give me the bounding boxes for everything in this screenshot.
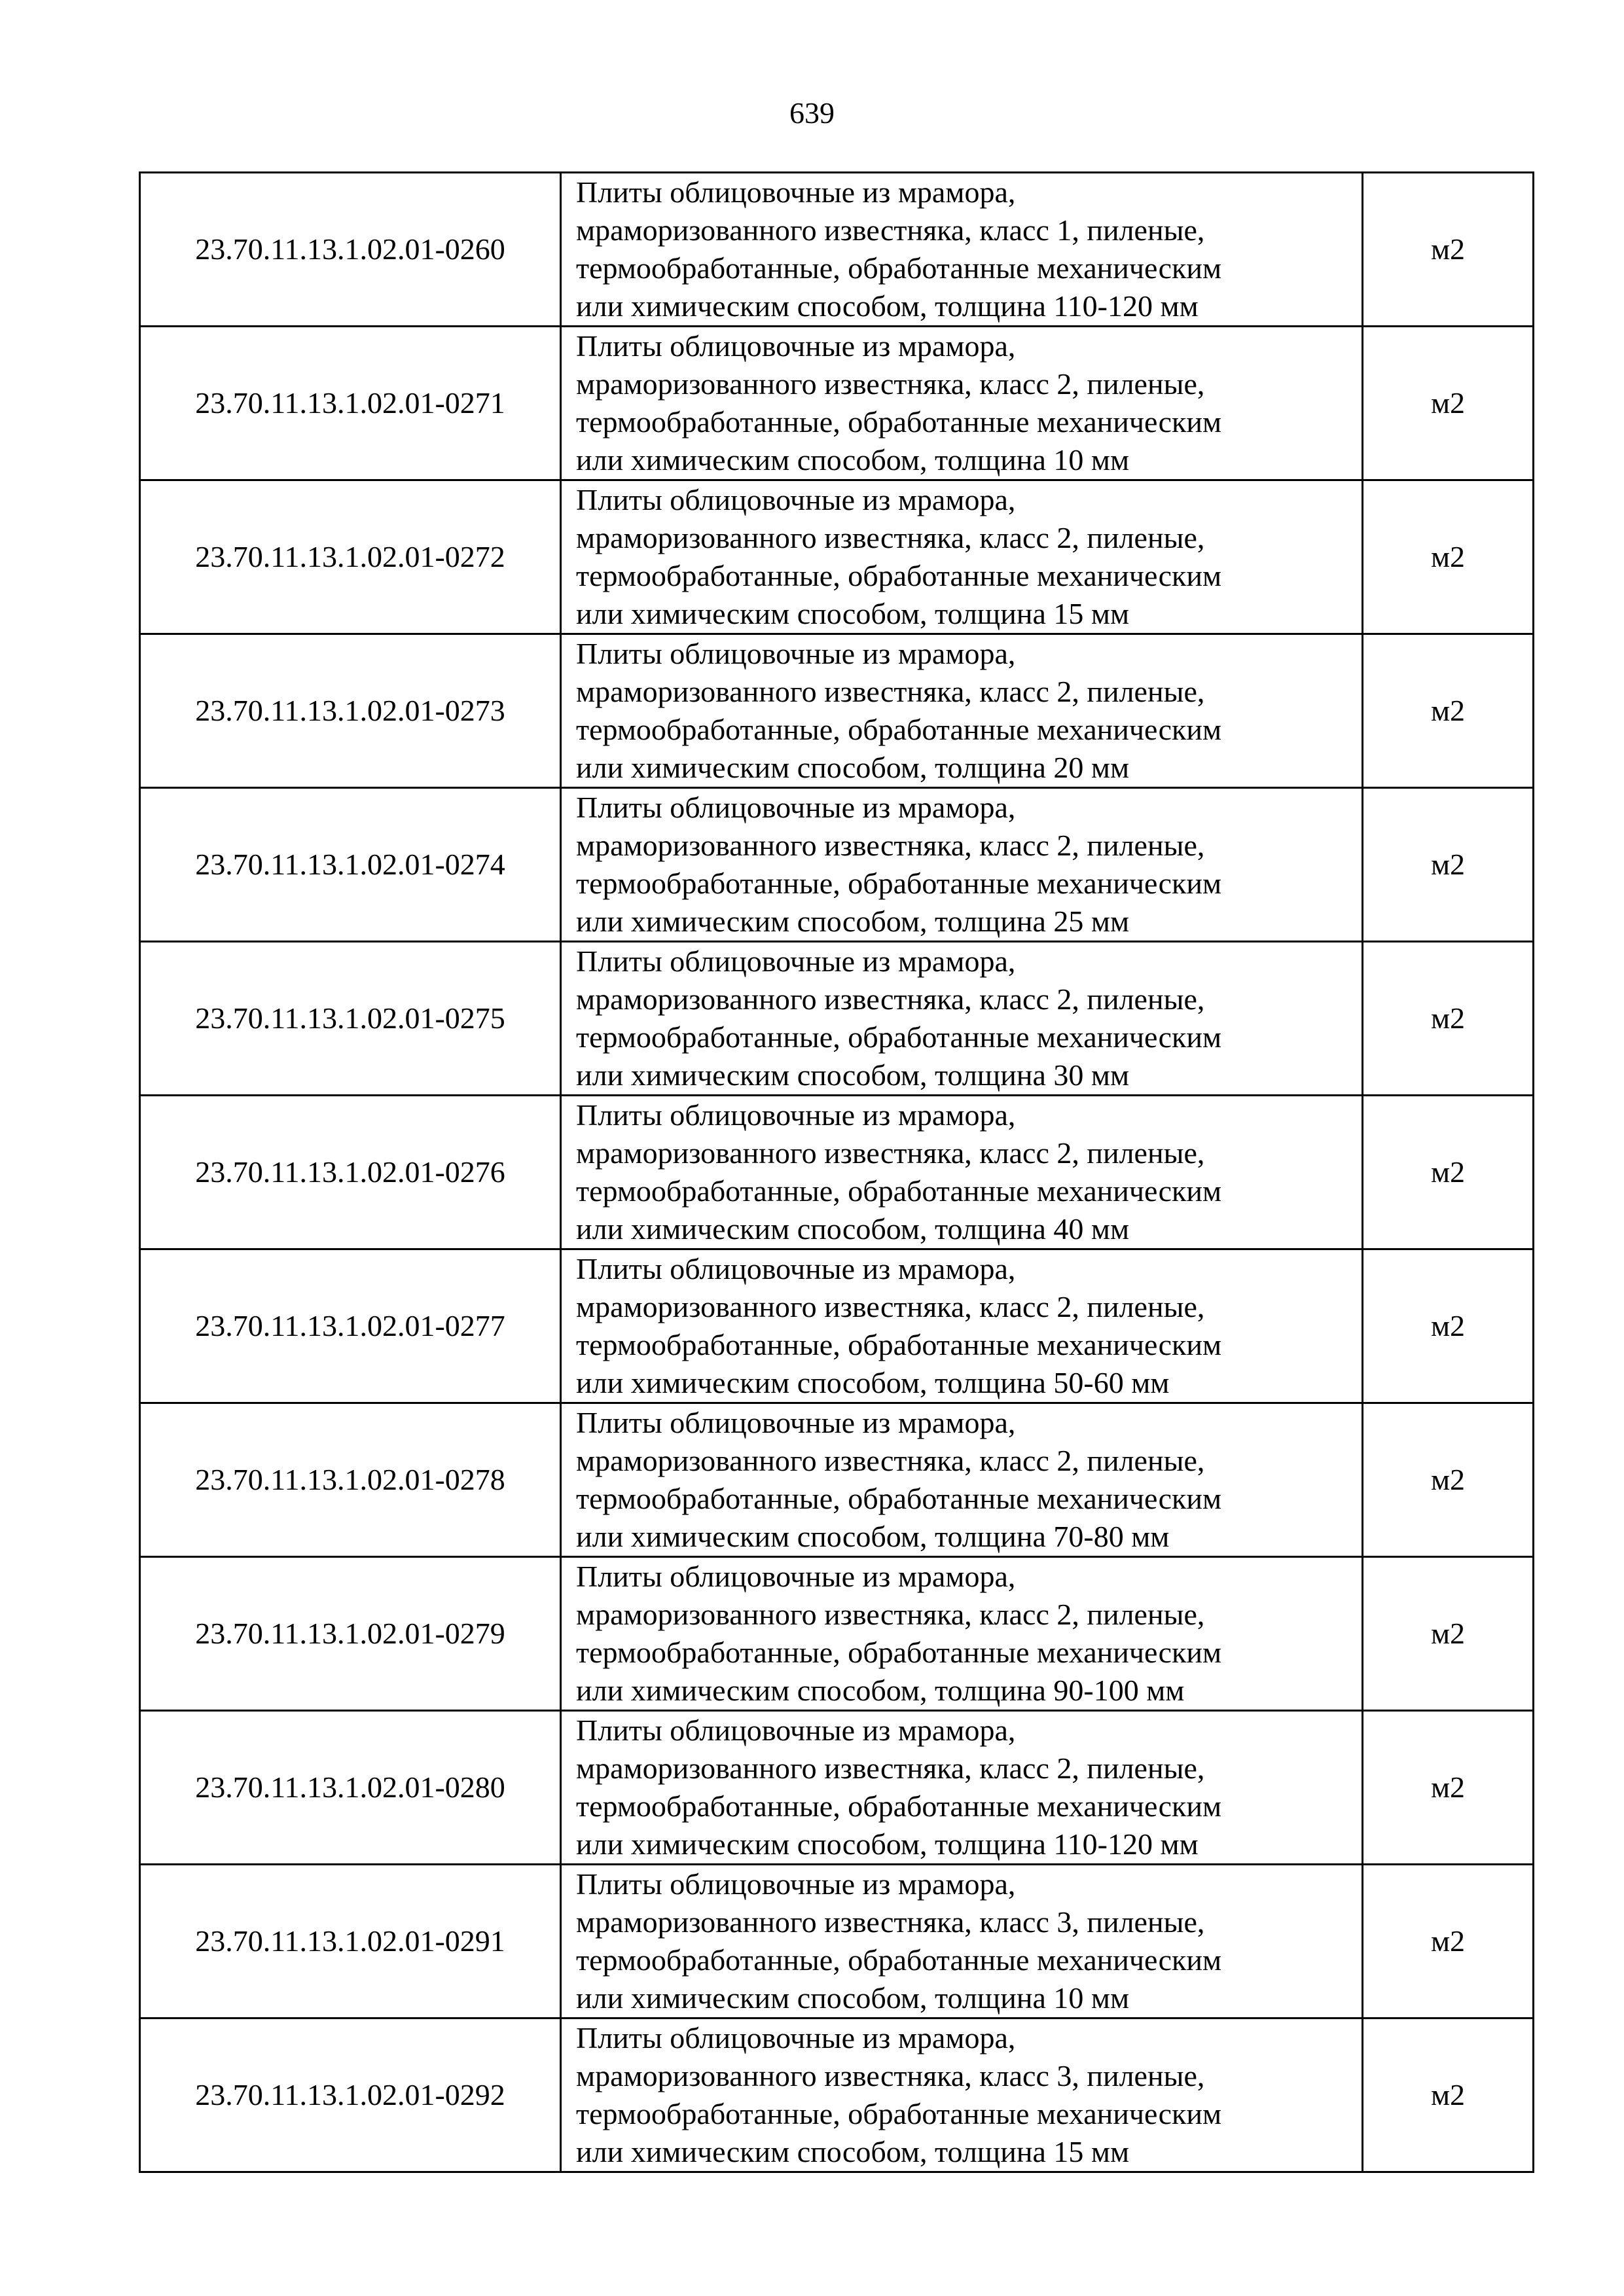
description-line: термообработанные, обработанные механическим — [576, 1789, 1222, 1823]
table-row — [140, 1096, 1534, 1249]
table-row — [140, 173, 1534, 327]
description-line: термообработанные, обработанные механическим — [576, 713, 1222, 746]
table-row — [140, 1865, 1534, 2018]
description-line: Плиты облицовочные из мрамора, — [576, 1406, 1016, 1439]
table-row — [140, 1557, 1534, 1711]
table-row — [140, 634, 1534, 788]
description-line: или химическим способом, толщина 15 мм — [576, 597, 1130, 630]
resource-description-cell — [561, 942, 1363, 1096]
unit-cell: м2 — [1363, 1865, 1534, 2018]
description-line: мраморизованного известняка, класс 2, пиленые, — [576, 367, 1205, 401]
description-line: мраморизованного известняка, класс 2, пиленые, — [576, 1598, 1205, 1631]
resource-code-cell: 23.70.11.13.1.02.01-0260 — [140, 173, 561, 327]
resource-code-cell: 23.70.11.13.1.02.01-0279 — [140, 1557, 561, 1711]
description-line: мраморизованного известняка, класс 2, пиленые, — [576, 829, 1205, 862]
resource-code-cell: 23.70.11.13.1.02.01-0274 — [140, 788, 561, 942]
resource-code-cell: 23.70.11.13.1.02.01-0280 — [140, 1711, 561, 1865]
description-line: мраморизованного известняка, класс 1, пиленые, — [576, 213, 1205, 247]
unit-cell: м2 — [1363, 1711, 1534, 1865]
description-line: термообработанные, обработанные механическим — [576, 1482, 1222, 1515]
unit-cell: м2 — [1363, 2018, 1534, 2172]
description-line: или химическим способом, толщина 110-120 мм — [576, 289, 1199, 323]
description-line: Плиты облицовочные из мрамора, — [576, 329, 1016, 363]
materials-table — [139, 171, 1534, 2173]
description-line: мраморизованного известняка, класс 2, пиленые, — [576, 1751, 1205, 1785]
resource-code-cell: 23.70.11.13.1.02.01-0273 — [140, 634, 561, 788]
description-line: мраморизованного известняка, класс 2, пиленые, — [576, 675, 1205, 708]
description-line: или химическим способом, толщина 10 мм — [576, 443, 1130, 476]
table-row — [140, 480, 1534, 634]
resource-code-cell: 23.70.11.13.1.02.01-0271 — [140, 327, 561, 480]
resource-description-cell — [561, 1403, 1363, 1557]
resource-description-cell — [561, 1096, 1363, 1249]
description-line: или химическим способом, толщина 30 мм — [576, 1058, 1130, 1092]
description-line: Плиты облицовочные из мрамора, — [576, 483, 1016, 516]
description-line: мраморизованного известняка, класс 3, пиленые, — [576, 1905, 1205, 1939]
description-line: мраморизованного известняка, класс 2, пиленые, — [576, 982, 1205, 1016]
unit-cell: м2 — [1363, 480, 1534, 634]
table-body — [140, 173, 1534, 2172]
description-line: мраморизованного известняка, класс 2, пиленые, — [576, 1290, 1205, 1323]
resource-description-cell — [561, 1711, 1363, 1865]
description-line: термообработанные, обработанные механическим — [576, 2097, 1222, 2130]
description-line: или химическим способом, толщина 10 мм — [576, 1981, 1130, 2015]
description-line: термообработанные, обработанные механическим — [576, 1020, 1222, 1054]
resource-description-cell — [561, 480, 1363, 634]
resource-description-cell — [561, 788, 1363, 942]
unit-cell: м2 — [1363, 1096, 1534, 1249]
table-row — [140, 788, 1534, 942]
description-line: или химическим способом, толщина 70-80 мм — [576, 1520, 1170, 1553]
description-line: термообработанные, обработанные механическим — [576, 867, 1222, 900]
unit-cell: м2 — [1363, 942, 1534, 1096]
description-line: мраморизованного известняка, класс 2, пиленые, — [576, 521, 1205, 554]
resource-code-cell: 23.70.11.13.1.02.01-0275 — [140, 942, 561, 1096]
description-line: термообработанные, обработанные механическим — [576, 1328, 1222, 1361]
table-row — [140, 1711, 1534, 1865]
unit-cell: м2 — [1363, 1403, 1534, 1557]
resource-description-cell — [561, 634, 1363, 788]
resource-description-cell — [561, 173, 1363, 327]
description-line: мраморизованного известняка, класс 2, пиленые, — [576, 1444, 1205, 1477]
description-line: мраморизованного известняка, класс 2, пиленые, — [576, 1136, 1205, 1170]
description-line: или химическим способом, толщина 15 мм — [576, 2135, 1130, 2168]
description-line: термообработанные, обработанные механическим — [576, 559, 1222, 592]
description-line: термообработанные, обработанные механическим — [576, 1174, 1222, 1208]
resource-code-cell: 23.70.11.13.1.02.01-0292 — [140, 2018, 561, 2172]
description-line: Плиты облицовочные из мрамора, — [576, 944, 1016, 978]
table-row — [140, 942, 1534, 1096]
description-line: Плиты облицовочные из мрамора, — [576, 1867, 1016, 1901]
unit-cell: м2 — [1363, 173, 1534, 327]
description-line: или химическим способом, толщина 50-60 мм — [576, 1366, 1170, 1399]
table-row — [140, 2018, 1534, 2172]
unit-cell: м2 — [1363, 327, 1534, 480]
resource-description-cell — [561, 1865, 1363, 2018]
table-row — [140, 1403, 1534, 1557]
unit-cell: м2 — [1363, 788, 1534, 942]
description-line: Плиты облицовочные из мрамора, — [576, 1098, 1016, 1132]
description-line: или химическим способом, толщина 40 мм — [576, 1212, 1130, 1246]
description-line: термообработанные, обработанные механическим — [576, 405, 1222, 439]
resource-description-cell — [561, 1557, 1363, 1711]
resource-description-cell — [561, 327, 1363, 480]
resource-code-cell: 23.70.11.13.1.02.01-0276 — [140, 1096, 561, 1249]
resource-code-cell: 23.70.11.13.1.02.01-0291 — [140, 1865, 561, 2018]
description-line: или химическим способом, толщина 20 мм — [576, 751, 1130, 784]
unit-cell: м2 — [1363, 1249, 1534, 1403]
description-line: Плиты облицовочные из мрамора, — [576, 791, 1016, 824]
description-line: термообработанные, обработанные механическим — [576, 251, 1222, 285]
description-line: Плиты облицовочные из мрамора, — [576, 637, 1016, 670]
description-line: Плиты облицовочные из мрамора, — [576, 1713, 1016, 1747]
description-line: или химическим способом, толщина 90-100 мм — [576, 1674, 1185, 1707]
description-line: Плиты облицовочные из мрамора, — [576, 1252, 1016, 1285]
description-line: или химическим способом, толщина 110-120 мм — [576, 1827, 1199, 1861]
resource-description-cell — [561, 2018, 1363, 2172]
resource-code-cell: 23.70.11.13.1.02.01-0277 — [140, 1249, 561, 1403]
description-line: термообработанные, обработанные механическим — [576, 1636, 1222, 1669]
description-line: термообработанные, обработанные механическим — [576, 1943, 1222, 1977]
unit-cell: м2 — [1363, 634, 1534, 788]
unit-cell: м2 — [1363, 1557, 1534, 1711]
description-line: Плиты облицовочные из мрамора, — [576, 175, 1016, 209]
resource-description-cell — [561, 1249, 1363, 1403]
description-line: Плиты облицовочные из мрамора, — [576, 1560, 1016, 1593]
resource-code-cell: 23.70.11.13.1.02.01-0278 — [140, 1403, 561, 1557]
description-line: мраморизованного известняка, класс 3, пиленые, — [576, 2059, 1205, 2092]
table-row — [140, 1249, 1534, 1403]
table-row — [140, 327, 1534, 480]
page-number: 639 — [789, 96, 835, 130]
description-line: Плиты облицовочные из мрамора, — [576, 2021, 1016, 2054]
resource-code-cell: 23.70.11.13.1.02.01-0272 — [140, 480, 561, 634]
description-line: или химическим способом, толщина 25 мм — [576, 905, 1130, 938]
